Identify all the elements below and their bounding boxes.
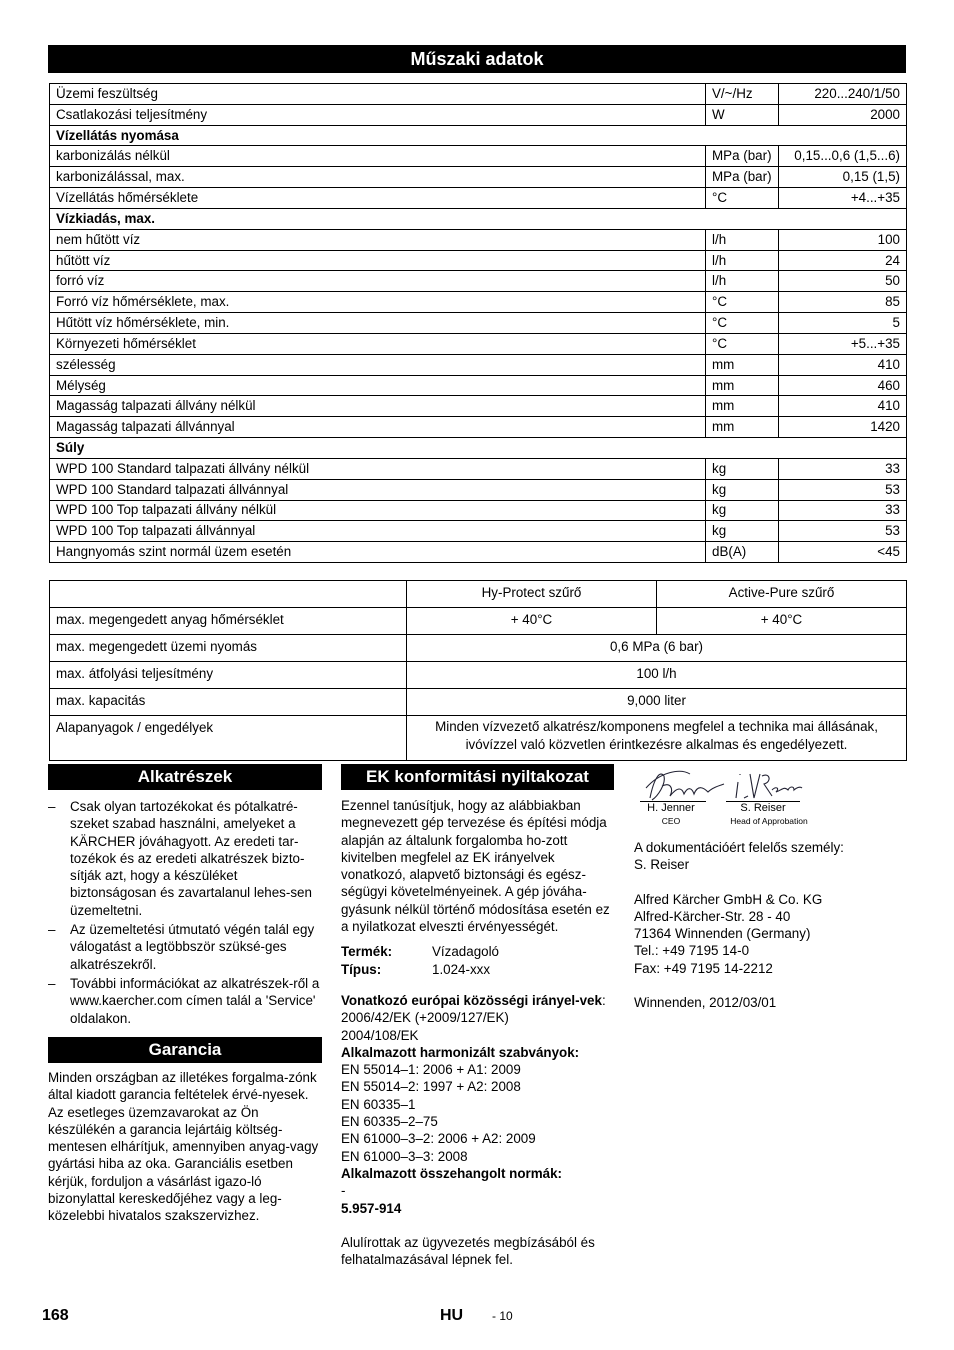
spec-label: WPD 100 Top talpazati állvánnyal [50,521,706,542]
footer-lang: HU [440,1307,464,1324]
filter-row-label: max. megengedett anyag hőmérséklet [50,608,407,635]
table-row [50,354,907,375]
list-item: – További információkat az alkatrészek-ről a www.kaercher.com címen talál a 'Service' oldalakon. [48,975,326,1027]
spec-unit: °C [706,333,779,354]
spec-unit: W [706,104,779,125]
spec-value: 1420 [779,417,907,438]
spec-section-row [50,125,907,146]
spec-label: Csatlakozási teljesítmény [50,104,706,125]
filter-row-value: 100 l/h [407,662,907,689]
table-row [50,313,907,334]
spec-label: WPD 100 Top talpazati állvány nélkül [50,500,706,521]
filter-row-label: max. kapacitás [50,689,407,716]
filter-row [50,689,907,716]
filter-header-empty [50,581,407,608]
spec-label: Környezeti hőmérséklet [50,333,706,354]
spec-value: 50 [779,271,907,292]
spec-label: Forró víz hőmérséklete, max. [50,292,706,313]
place-date: Winnenden, 2012/03/01 [634,995,777,1011]
filter-head-hy-protect: Hy-Protect szűrő [407,581,657,608]
ek-product-label: Termék: [341,944,393,960]
ek-standard: EN 61000–3–2: 2006 + A2: 2009 [341,1131,536,1147]
table-row [50,250,907,271]
filter-row [50,635,907,662]
filter-row-value: + 40°C [657,608,907,635]
filter-row-value: 0,6 MPa (6 bar) [407,635,907,662]
ek-standard: EN 60335–1 [341,1096,416,1112]
spec-value: 460 [779,375,907,396]
ek-standard: EN 55014–1: 2006 + A1: 2009 [341,1062,521,1078]
ek-product [341,943,616,960]
spec-value: 85 [779,292,907,313]
spec-unit: mm [706,396,779,417]
spec-unit: dB(A) [706,542,779,563]
spec-section-label: Súly [50,438,907,459]
spec-unit: V/~/Hz [706,84,779,105]
spec-value: 0,15...0,6 (1,5...6) [779,146,907,167]
spec-value: 24 [779,250,907,271]
spec-unit: kg [706,500,779,521]
spec-value: 410 [779,354,907,375]
spec-unit: mm [706,417,779,438]
signer-name: H. Jenner [647,802,695,814]
table-row [50,375,907,396]
spec-section-row [50,438,907,459]
company-block [634,839,906,1011]
filter-row [50,662,907,689]
spec-unit: kg [706,521,779,542]
spec-label: WPD 100 Standard talpazati állvány nélkül [50,458,706,479]
table-row [50,458,907,479]
parts-section [48,798,326,1027]
table-row [50,333,907,354]
spec-unit: °C [706,292,779,313]
parts-heading: Alkatrészek [48,764,322,790]
spec-value: 410 [779,396,907,417]
filter-row-label: max. átfolyási teljesítmény [50,662,407,689]
signer-title: CEO [661,816,681,826]
spec-section-row [50,208,907,229]
filter-header-row [50,581,907,608]
filter-row [50,716,907,761]
filter-head-active-pure: Active-Pure szűrő [657,581,907,608]
spec-unit: l/h [706,229,779,250]
spec-unit: mm [706,354,779,375]
ek-harmonized-label: Alkalmazott harmonizált szabványok: [341,1044,580,1060]
ek-directive: 2006/42/EK (+2009/127/EK) [341,1010,509,1026]
list-item: – Csak olyan tartozékokat és pótalkatré-szeket szabad használni, amelyeket a KÄRCHER jóváhagyott. Az eredeti tar-tozékok és az eredeti alkatrészek bizto-sítják azt, hogy a készüléket biztonságosan és zavartalanul lehes-sen üzemeltetni. [48,798,326,919]
table-row [50,292,907,313]
table-row [50,229,907,250]
signature-jenner [640,766,730,806]
spec-label: WPD 100 Standard talpazati állvánnyal [50,479,706,500]
ek-heading: EK konformitási nyiltakozat [341,764,614,790]
ek-standard: EN 60335–2–75 [341,1114,438,1130]
spec-unit: kg [706,479,779,500]
spec-value: 5 [779,313,907,334]
spec-unit: °C [706,188,779,209]
parts-list [48,798,326,1027]
filter-row-label: max. megengedett üzemi nyomás [50,635,407,662]
spec-label: Magasság talpazati állvány nélkül [50,396,706,417]
warranty-heading: Garancia [48,1037,322,1063]
spec-label: Üzemi feszültség [50,84,706,105]
spec-label: Magasság talpazati állvánnyal [50,417,706,438]
table-row [50,500,907,521]
spec-unit: MPa (bar) [706,146,779,167]
table-row [50,271,907,292]
spec-label: Mélység [50,375,706,396]
list-item: – Az üzemeltetési útmutató végén talál egy válogatást a legtöbbször szüksé-ges alkatrészekről. [48,921,326,973]
ek-closing: Alulírottak az ügyvezetés megbízásából és felhatalmazásával lépnek fel. [341,1234,595,1268]
ek-standard: EN 55014–2: 1997 + A2: 2008 [341,1079,521,1095]
spec-unit: kg [706,458,779,479]
company-city: 71364 Winnenden (Germany) [634,926,811,942]
spec-label: Vízellátás hőmérséklete [50,188,706,209]
spec-value: 53 [779,521,907,542]
spec-unit: °C [706,313,779,334]
spec-label: karbonizálással, max. [50,167,706,188]
spec-value: 53 [779,479,907,500]
ek-type-label: Típus: [341,961,382,977]
spec-value: 0,15 (1,5) [779,167,907,188]
spec-label: nem hűtött víz [50,229,706,250]
page-number: 168 [42,1307,69,1324]
spec-value: 33 [779,458,907,479]
spec-section-label: Vízellátás nyomása [50,125,907,146]
warranty-text: Minden országban az illetékes forgalma-zónk által kiadott garancia feltételek érvé-nyesek. Az esetleges üzemzavarokat az Ön készülékén a garancia lejártáig költség-mentesen elhárítjuk, amennyiben anyag-vagy gyártási hiba az oka. Garanciális esetben kérjük, forduljon a vásárlást igazo-ló bizonylattal kereskedőjéhez vagy a leg-közelebbi hivatalos szakszervizhez. [48,1070,319,1224]
table-row [50,479,907,500]
spec-table [49,83,907,563]
filter-table [49,580,907,761]
spec-label: hűtött víz [50,250,706,271]
company-tel: Tel.: +49 7195 14-0 [634,943,750,959]
ek-directive: 2004/108/EK [341,1027,419,1043]
spec-value: 33 [779,500,907,521]
filter-row-value: + 40°C [407,608,657,635]
table-row [50,84,907,105]
spec-label: Hűtött víz hőmérséklete, min. [50,313,706,334]
footer-subpage: - 10 [492,1309,513,1323]
spec-label: Hangnyomás szint normál üzem esetén [50,542,706,563]
filter-row-value: Minden vízvezető alkatrész/komponens megfelel a technika mai állásának, ivóvízzel való közvetlen érintkezésre alkalmas és engedélyezett. [407,716,907,761]
spec-label: karbonizálás nélkül [50,146,706,167]
filter-row-value: 9,000 liter [407,689,907,716]
spec-unit: l/h [706,271,779,292]
table-row [50,104,907,125]
signer-title: Head of Approbation [730,816,808,826]
doc-person: S. Reiser [634,857,690,873]
ek-type [341,961,616,978]
ek-national-label: Alkalmazott összehangolt normák: [341,1165,562,1181]
table-row [50,396,907,417]
doc-person-label: A dokumentációért felelős személy: [634,840,844,855]
ek-type-value: 1.024-xxx [432,961,491,977]
spec-section-label: Vízkiadás, max. [50,208,907,229]
spec-label: szélesség [50,354,706,375]
ek-directives-label: Vonatkozó európai közösségi irányel-vek: [341,992,606,1008]
table-row [50,521,907,542]
spec-value: <45 [779,542,907,563]
filter-row-label: Alapanyagok / engedélyek [50,716,407,761]
spec-value: 2000 [779,104,907,125]
table-row [50,188,907,209]
spec-value: +5...+35 [779,333,907,354]
signer-name: S. Reiser [740,802,786,814]
spec-unit: MPa (bar) [706,167,779,188]
table-row [50,167,907,188]
table-row [50,542,907,563]
signature-reiser [732,768,804,802]
ek-intro: Ezennel tanúsítjuk, hogy az alábbiakban megnevezett gép tervezése és építési módja alapján az általunk forgalomba ho-zott kivitelben megfelel az EK irányelvek vonatkozó, alapvető biztonsági és egész-ségügyi követelményeinek. A gép jóváha-gyásunk nélkül történő módosítása esetén ez a nyilatkozat elveszti érvényességét. [341,798,610,935]
filter-row [50,608,907,635]
ek-doc-number: 5.957-914 [341,1200,402,1216]
spec-value: +4...+35 [779,188,907,209]
company-name: Alfred Kärcher GmbH & Co. KG [634,891,823,907]
company-fax: Fax: +49 7195 14-2212 [634,960,773,976]
ek-product-value: Vízadagoló [432,944,500,960]
page-title: Műszaki adatok [48,45,906,73]
spec-label: forró víz [50,271,706,292]
spec-unit: mm [706,375,779,396]
ek-section [341,797,616,1268]
table-row [50,146,907,167]
spec-value: 220...240/1/50 [779,84,907,105]
table-row [50,417,907,438]
company-street: Alfred-Kärcher-Str. 28 - 40 [634,908,791,924]
spec-value: 100 [779,229,907,250]
ek-national-value: - [341,1183,346,1199]
spec-unit: l/h [706,250,779,271]
ek-standard: EN 61000–3–3: 2008 [341,1148,468,1164]
